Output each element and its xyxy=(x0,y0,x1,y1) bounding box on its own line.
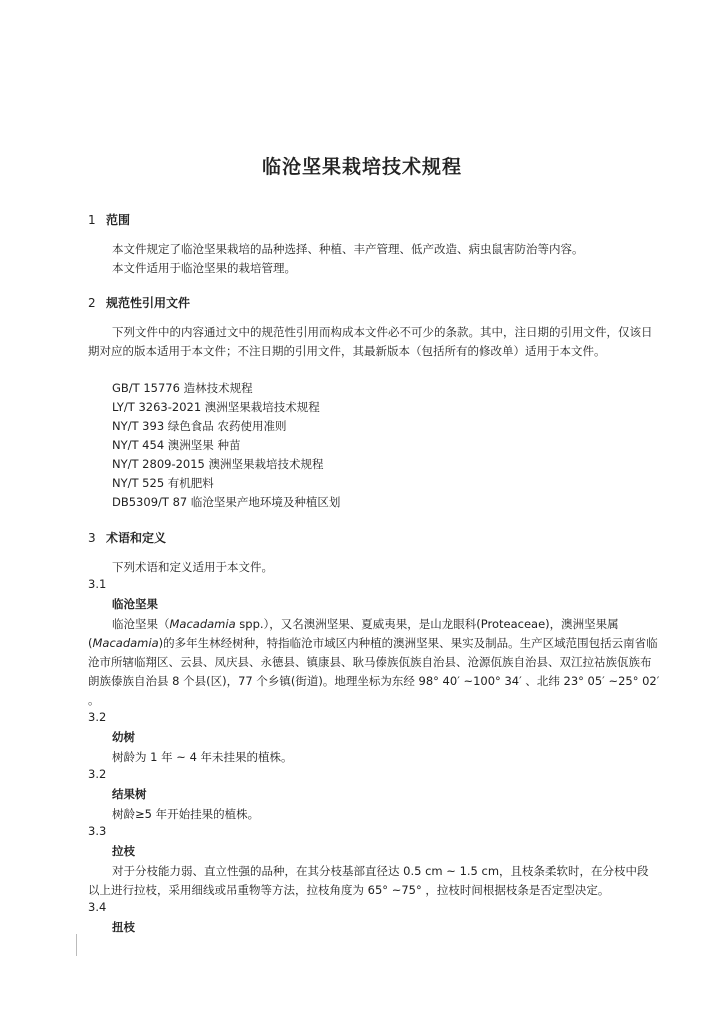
reference-item: DB5309/T 87 临沧坚果产地环境及种植区划 xyxy=(112,495,341,509)
section-title: 范围 xyxy=(106,213,131,227)
section-title: 规范性引用文件 xyxy=(106,296,191,310)
definition-text: 临沧坚果（ xyxy=(112,617,170,631)
section-number: 1 xyxy=(88,213,96,227)
term-number: 3.3 xyxy=(88,824,107,838)
term-name: 幼树 xyxy=(112,730,135,744)
latin-name: Macadamia xyxy=(169,617,236,631)
term-number: 3.2 xyxy=(88,767,107,781)
margin-mark xyxy=(76,934,77,956)
term-name: 拉枝 xyxy=(112,844,135,858)
term-name: 结果树 xyxy=(112,787,147,801)
term-definition: 树龄为 1 年 ~ 4 年未挂果的植株。 xyxy=(112,750,293,764)
scope-paragraph-2: 本文件适用于临沧坚果的栽培管理。 xyxy=(112,261,296,275)
reference-item: GB/T 15776 造林技术规程 xyxy=(112,381,253,395)
section-1-heading xyxy=(88,211,130,228)
latin-name: Macadamia xyxy=(92,636,159,650)
section-3-heading xyxy=(88,529,166,546)
reference-item: NY/T 393 绿色食品 农药使用准则 xyxy=(112,419,287,433)
reference-item: NY/T 2809-2015 澳洲坚果栽培技术规程 xyxy=(112,457,324,471)
terms-intro: 下列术语和定义适用于本文件。 xyxy=(112,560,273,574)
reference-item: NY/T 454 澳洲坚果 种苗 xyxy=(112,438,241,452)
section-2-heading xyxy=(88,294,190,311)
term-name: 扭枝 xyxy=(112,920,135,934)
term-number: 3.1 xyxy=(88,577,107,591)
reference-item: LY/T 3263-2021 澳洲坚果栽培技术规程 xyxy=(112,400,320,414)
references-intro: 下列文件中的内容通过文中的规范性引用而构成本文件必不可少的条款。其中，注日期的引用文件，仅该日期对应的版本适用于本文件；不注日期的引用文件，其最新版本（包括所有的修改单）适用于本文件。 xyxy=(88,325,653,358)
section-title: 术语和定义 xyxy=(106,531,167,545)
term-definition xyxy=(88,615,660,710)
term-number: 3.2 xyxy=(88,710,107,724)
section-number: 2 xyxy=(88,296,96,310)
term-definition: 树龄≥5 年开始挂果的植株。 xyxy=(112,807,260,821)
term-definition: 对于分枝能力弱、直立性强的品种，在其分枝基部直径达 0.5 cm ~ 1.5 cm，且枝条柔软时，在分枝中段以上进行拉枝，采用细线或吊重物等方法，拉枝角度为 65° ~75° ，拉枝时间根据枝条是否定型决定。 xyxy=(88,864,649,897)
section-number: 3 xyxy=(88,531,96,545)
term-number: 3.4 xyxy=(88,900,107,914)
definition-text: )的多年生林经树种，特指临沧市域区内种植的澳洲坚果、果实及制品。生产区域范围包括云南省临沧市所辖临翔区、云县、凤庆县、永德县、镇康县、耿马傣族佤族自治县、沧源佤族自治县、双江拉祜族佤族布朗族傣族自治县 8 个县(区)，77 个乡镇(街道)。地理坐标为东经 98° 40′ ~100° 34′ 、北纬 23° 05′ ~25° 02′ 。 xyxy=(88,636,660,707)
reference-item: NY/T 525 有机肥料 xyxy=(112,476,214,490)
scope-paragraph-1: 本文件规定了临沧坚果栽培的品种选择、种植、丰产管理、低产改造、病虫鼠害防治等内容。 xyxy=(112,242,584,256)
definition-text: spp.），又名澳洲坚果、夏威夷果，是山龙眼科(Proteaceae)，澳洲坚果属( xyxy=(88,617,619,650)
term-name: 临沧坚果 xyxy=(112,597,158,611)
page-title: 临沧坚果栽培技术规程 xyxy=(261,156,462,178)
